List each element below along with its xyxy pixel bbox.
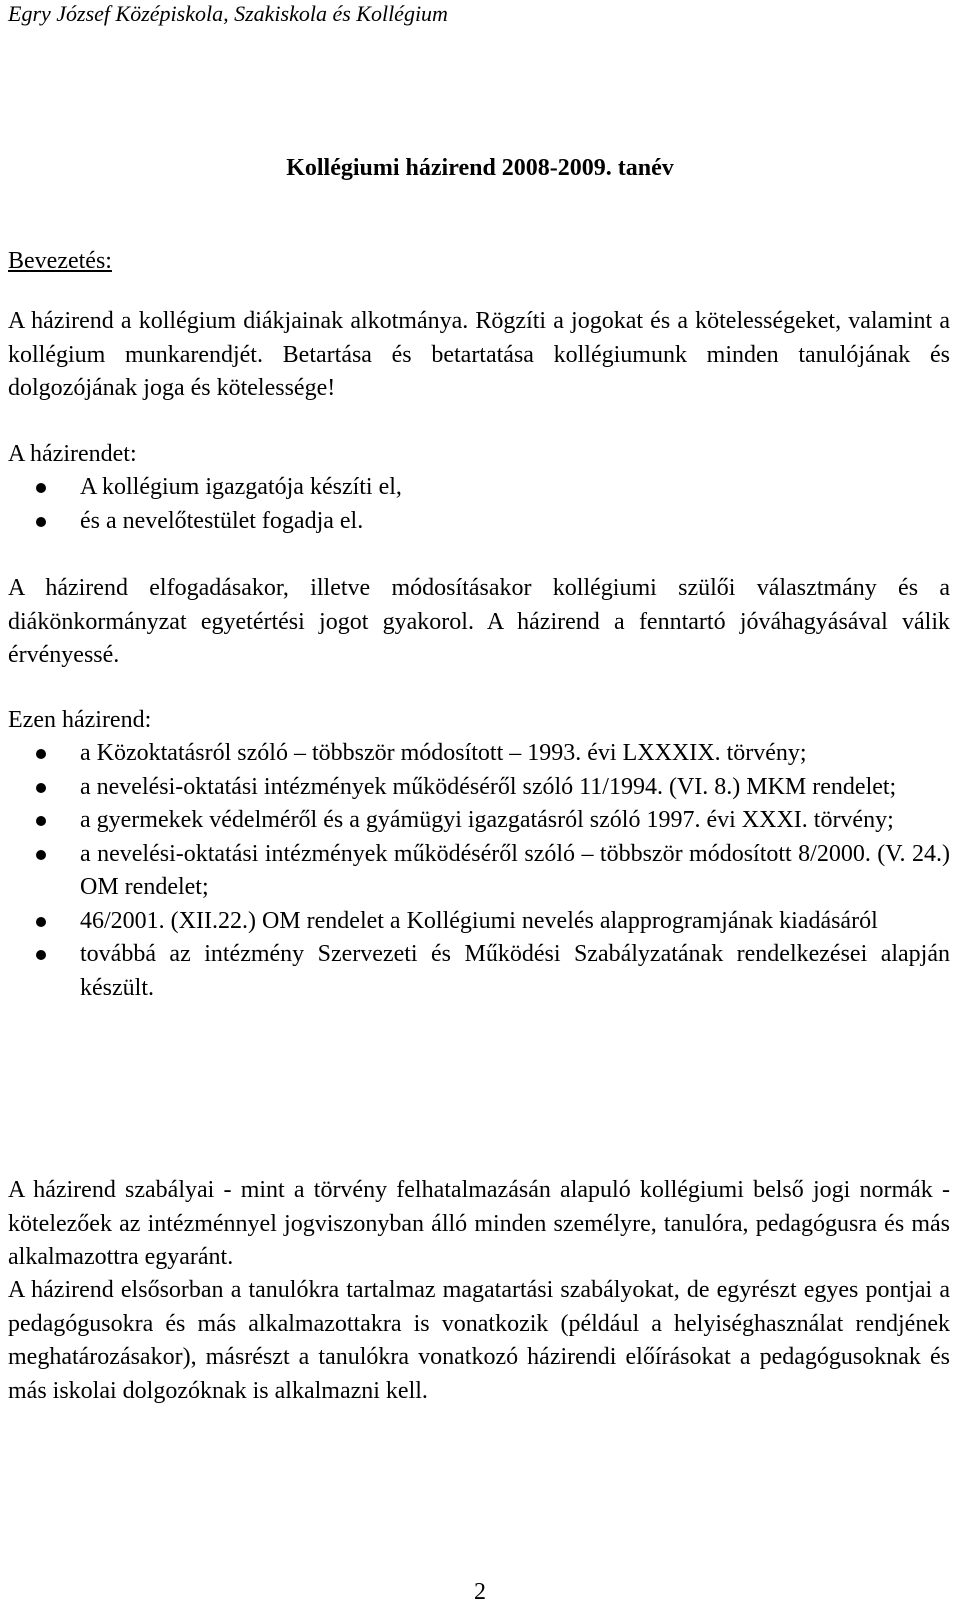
bullet-icon	[36, 950, 46, 960]
ezen-label: Ezen házirend:	[8, 707, 152, 733]
acceptance-paragraph: A házirend elfogadásakor, illetve módosításakor kollégiumi szülői választmány és a diákönkormányzat egyetértési jogot gyakorol. A házirend a fenntartó jóváhagyásával válik érvényessé.	[8, 575, 950, 668]
intro-paragraph: A házirend a kollégium diákjainak alkotmánya. Rögzíti a jogokat és a kötelességeket, valamint a kollégium munkarendjét. Betartása és betartatása kollégiumunk minden tanulójának és dolgozójának joga és kötelessége!	[8, 308, 950, 401]
intro-heading: Bevezetés:	[8, 248, 112, 274]
bullet-icon	[36, 850, 46, 860]
hazirendet-label: A házirendet:	[8, 441, 137, 467]
bullet-icon	[36, 483, 46, 493]
list-item: a Közoktatásról szóló – többször módosított – 1993. évi LXXXIX. törvény;	[8, 737, 950, 771]
ezen-list	[8, 737, 950, 1005]
bullet-icon	[36, 783, 46, 793]
list-item: 46/2001. (XII.22.) OM rendelet a Kollégiumi nevelés alapprogramjának kiadásáról	[8, 905, 950, 939]
list-item: a nevelési-oktatási intézmények működéséről szóló – többször módosított 8/2000. (V. 24.) OM rendelet;	[8, 838, 950, 905]
document-title: Kollégiumi házirend 2008-2009. tanév	[286, 155, 674, 181]
hazirendet-list	[8, 471, 950, 538]
list-item: A kollégium igazgatója készíti el,	[8, 471, 950, 505]
list-item: továbbá az intézmény Szervezeti és Működési Szabályzatának rendelkezései alapján készült.	[8, 938, 950, 1005]
page-number: 2	[474, 1579, 486, 1605]
page-header: Egry József Középiskola, Szakiskola és Kollégium	[8, 1, 448, 26]
list-item: és a nevelőtestület fogadja el.	[8, 505, 950, 539]
bullet-icon	[36, 517, 46, 527]
bullet-icon	[36, 816, 46, 826]
bullet-icon	[36, 749, 46, 759]
rules-paragraph: A házirend szabályai - mint a törvény felhatalmazásán alapuló kollégiumi belső jogi normák - kötelezőek az intézménnyel jogviszonyban álló minden személyre, tanulóra, pedagógusra és más alkalmazottra egyaránt.	[8, 1177, 950, 1270]
list-item: a nevelési-oktatási intézmények működéséről szóló 11/1994. (VI. 8.) MKM rendelet;	[8, 771, 950, 805]
list-item: a gyermekek védelméről és a gyámügyi igazgatásról szóló 1997. évi XXXI. törvény;	[8, 804, 950, 838]
applicability-paragraph: A házirend elsősorban a tanulókra tartalmaz magatartási szabályokat, de egyrészt egyes pontjai a pedagógusokra és más alkalmazottakra is vonatkozik (például a helyiséghasználat rendjének meghatározásakor), másrészt a tanulókra vonatkozó házirendi előírásokat a pedagógusoknak és más iskolai dolgozóknak is alkalmazni kell.	[8, 1277, 950, 1404]
bullet-icon	[36, 917, 46, 927]
